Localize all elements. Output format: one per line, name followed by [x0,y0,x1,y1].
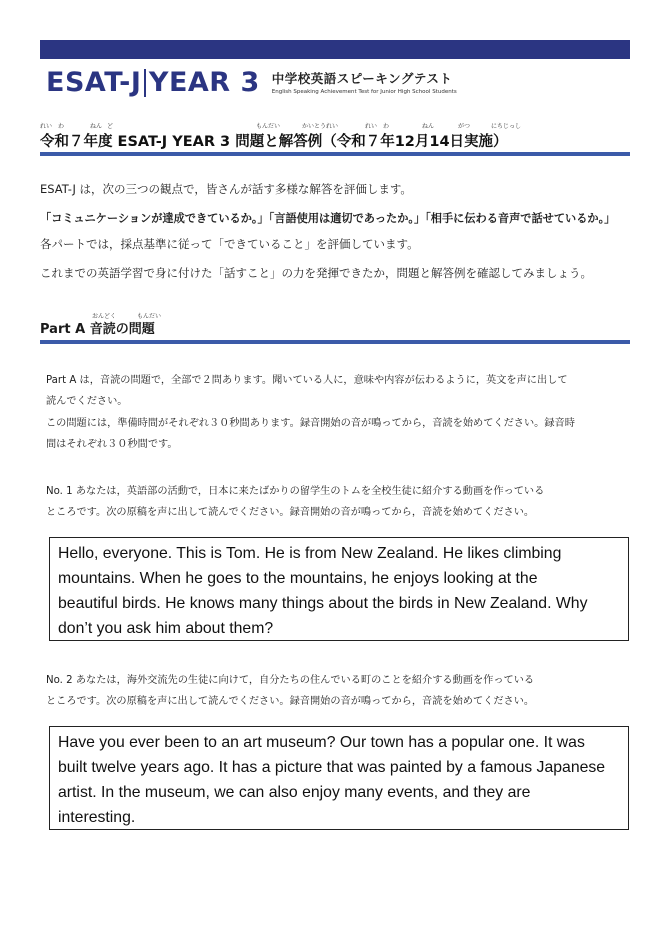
section-heading-partA: Part A 音読の問題 [40,322,155,337]
title-rule [40,152,630,156]
furigana: にちじっし [491,123,522,130]
brand-en: English Speaking Achievement Test for Junior High School Students [271,89,457,95]
passage-line: interesting. [58,809,136,826]
brand-title-part1: ESAT-J [46,66,142,98]
furigana: がつ [458,123,471,130]
passage-line: mountains. When he goes to the mountains, he enjoys looking at the [58,570,538,587]
question-2-passage [49,726,629,830]
furigana: ねん [90,123,103,130]
furigana: れい [40,123,53,130]
intro-line-3: 各パートでは，採点基準に従って「できていること」を評価しています。 [40,237,419,251]
furigana: れい [365,123,378,130]
brand-logo [46,62,457,102]
furigana: もんだい [137,313,162,320]
brand-divider [144,69,146,97]
furigana: もんだい [256,123,281,130]
prompt-line: ところです。次の原稿を声に出して読んでください。録音開始の音が鳴ってから，音読を始めてください。 [46,696,535,707]
prompt-line: ところです。次の原稿を声に出して読んでください。録音開始の音が鳴ってから，音読を始めてください。 [46,507,535,518]
passage-line: don’t you ask him about them? [58,620,274,637]
prompt-line: No. 2 あなたは，海外交流先の生徒に向けて，自分たちの住んでいる町のことを紹介する動画を作っている [46,675,535,686]
partA-instructions [46,374,630,451]
question-1-prompt [46,485,630,519]
question-1-passage [49,537,629,641]
instruction-line: 読んでください。 [46,396,128,407]
passage-line: Hello, everyone. This is Tom. He is from New Zealand. He likes climbing [58,545,562,562]
header-bar [40,40,630,59]
furigana: ど [107,123,114,130]
furigana: わ [383,123,390,130]
intro-line-2: 「コミュニケーションが達成できているか。」「言語使用は適切であったか。」「相手に伝わる音声で話せているか。」 [40,212,616,225]
passage-line: artist. In the museum, we can also enjoy many events, and they are [58,784,531,801]
question-2-prompt [46,674,630,708]
prompt-line: No. 1 あなたは，英語部の活動で，日本に来たばかりの留学生のトムを全校生徒に紹介する動画を作っている [46,486,545,497]
brand-title-part2: YEAR 3 [148,66,260,98]
furigana: かいとうれい [302,123,339,130]
passage-line: built twelve years ago. It has a picture that was painted by a famous Japanese [58,759,606,776]
brand-jp: 中学校英語スピーキングテスト [271,71,453,86]
instruction-line: この問題には，準備時間がそれぞれ３０秒間あります。録音開始の音が鳴ってから，音読を始めてください。録音時 [46,418,575,429]
page-title: 令和７年度 ESAT-J YEAR 3 問題と解答例（令和７年12月14日実施） [40,134,508,150]
brand-subtitle [272,69,457,95]
furigana: ねん [422,123,435,130]
furigana: わ [58,123,65,130]
title-furigana [40,121,630,130]
instruction-line: 間はそれぞれ３０秒間です。 [46,439,178,450]
brand-title [46,67,260,98]
passage-line: Have you ever been to an art museum? Our town has a popular one. It was [58,734,585,751]
furigana: おんどく [92,313,117,320]
page-title-block [40,121,630,151]
passage-line: beautiful birds. He knows many things about the birds in New Zealand. Why [58,595,588,612]
intro-line-4: これまでの英語学習で身に付けた「話すこと」の力を発揮できたか，問題と解答例を確認してみましょう。 [40,266,592,280]
intro-line-1: ESAT-J は，次の三つの観点で，皆さんが話す多様な解答を評価します。 [40,182,412,196]
partA-rule [40,340,630,344]
instruction-line: Part A は，音読の問題で，全部で２問あります。聞いている人に，意味や内容が伝わるように，英文を声に出して [46,375,568,386]
